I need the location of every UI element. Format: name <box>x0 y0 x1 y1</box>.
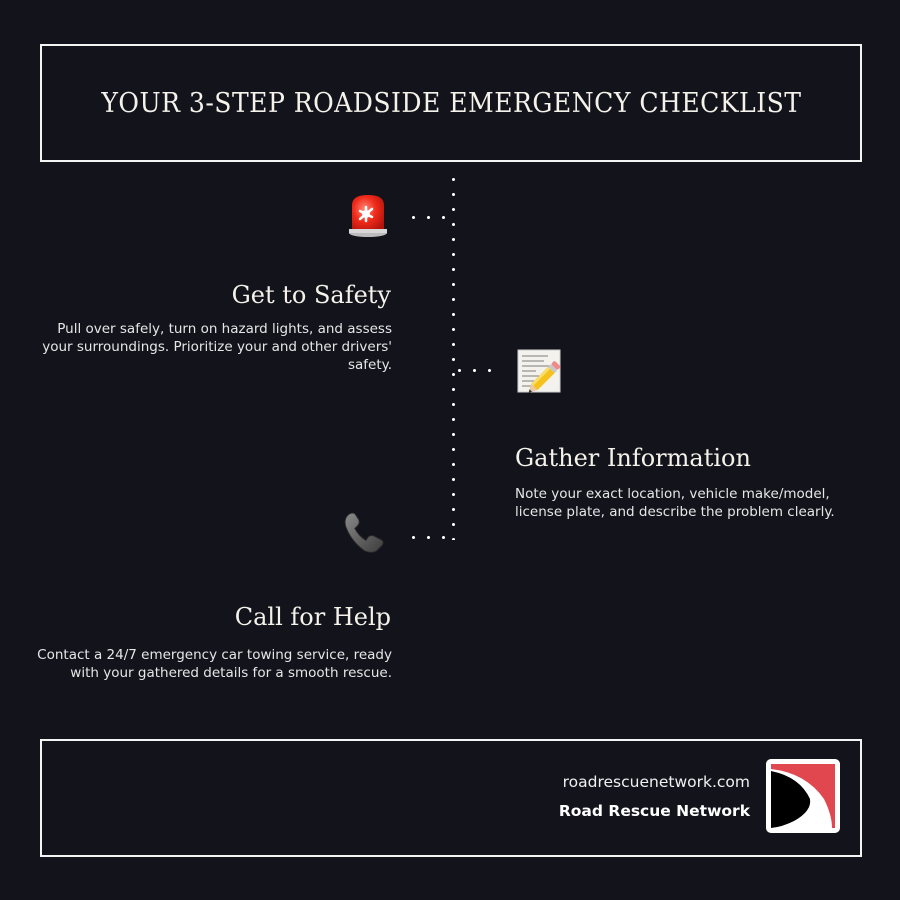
timeline-dotted-line <box>452 172 455 540</box>
police-siren-icon <box>345 193 391 239</box>
footer-brand-name: Road Rescue Network <box>558 802 750 820</box>
footer-box <box>40 739 862 857</box>
step-2-title: Gather Information <box>515 444 751 472</box>
step-1-connector <box>406 216 454 219</box>
telephone-receiver-icon <box>342 510 388 556</box>
footer-website-link[interactable]: roadrescuenetwork.com <box>562 773 750 791</box>
step-1-description: Pull over safely, turn on hazard lights, and assess your surroundings. Prioritize your and other drivers' safety. <box>42 321 392 373</box>
step-3-title: Call for Help <box>234 603 391 631</box>
step-3-connector <box>406 536 454 539</box>
memo-pencil-icon <box>516 348 562 394</box>
step-3-description: Contact a 24/7 emergency car towing service, ready with your gathered details for a smooth rescue. <box>37 647 392 681</box>
page-title: YOUR 3-STEP ROADSIDE EMERGENCY CHECKLIST <box>100 87 802 119</box>
header-box <box>40 44 862 162</box>
step-2-description: Note your exact location, vehicle make/model, license plate, and describe the problem clearly. <box>515 486 835 520</box>
step-1-title: Get to Safety <box>231 281 391 309</box>
road-rescue-logo <box>766 759 840 833</box>
step-2-connector <box>452 369 500 372</box>
